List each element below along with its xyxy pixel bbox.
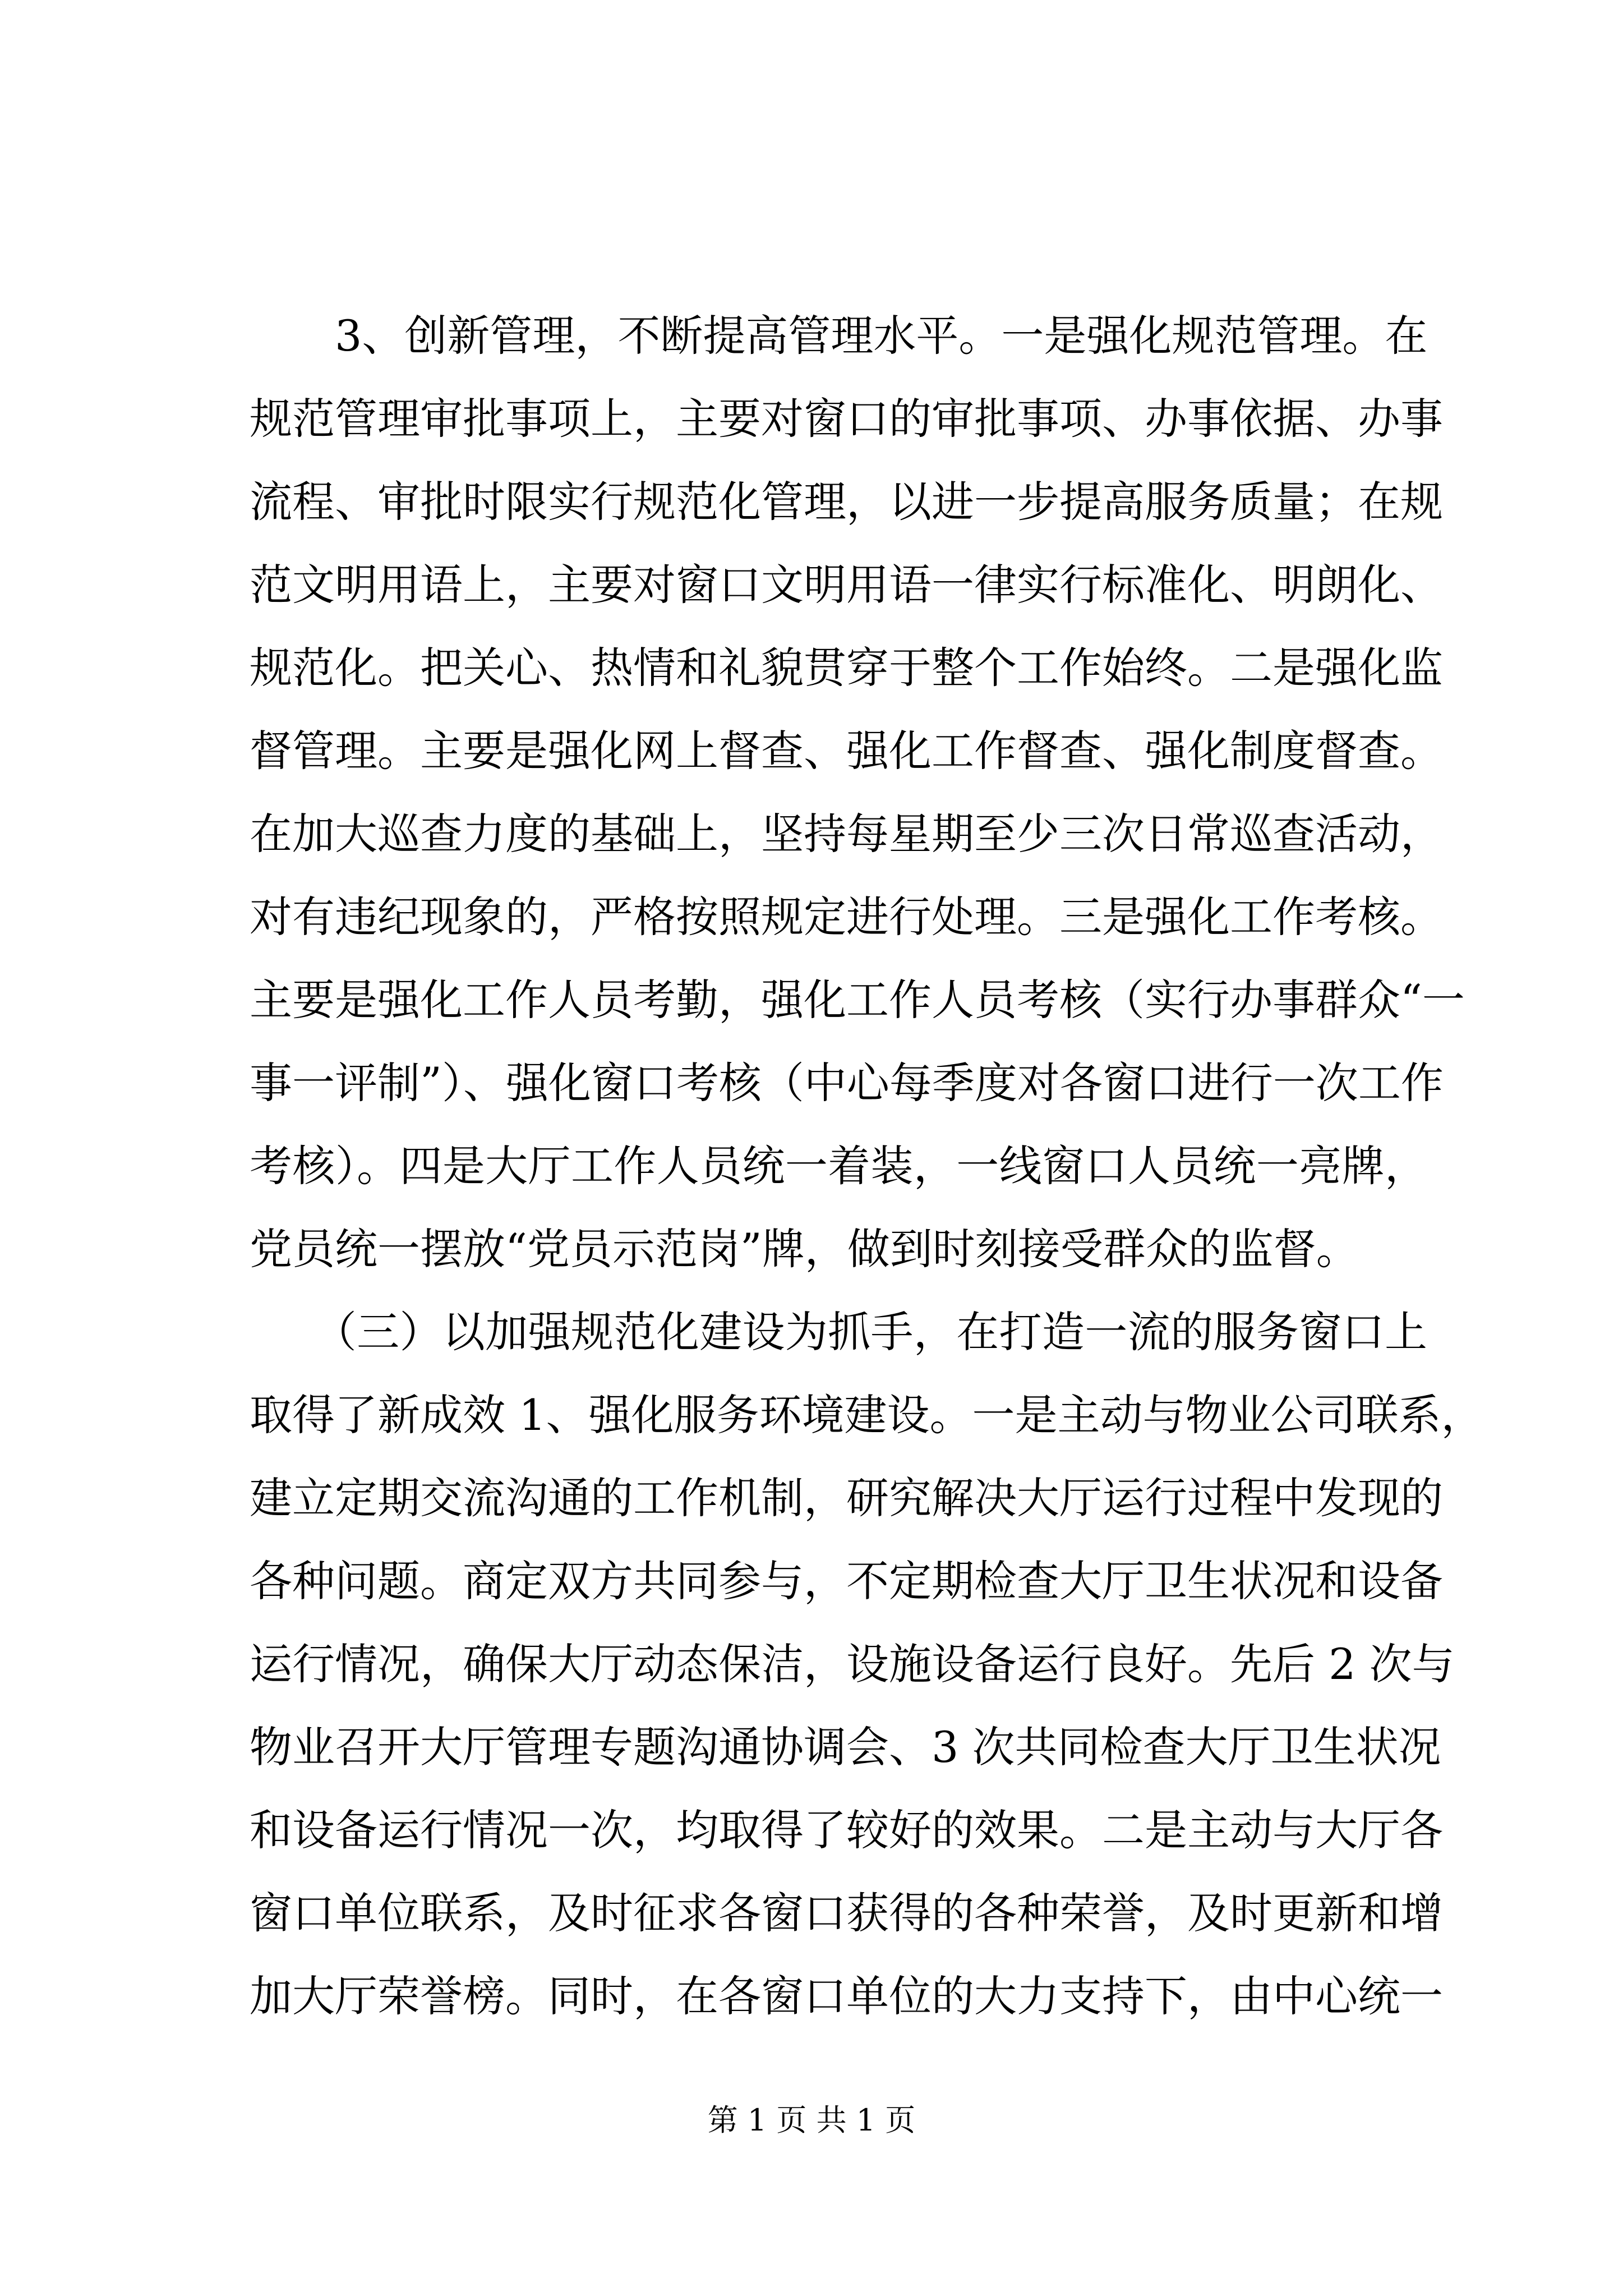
text-line: 运行情况，确保大厅动态保洁，设施设备运行良好。先后 2 次与 (250, 1639, 1455, 1689)
text-line: 党员统一摆放“党员示范岗”牌，做到时刻接受群众的监督。 (250, 1224, 1359, 1274)
text-line: 窗口单位联系，及时征求各窗口获得的各种荣誉，及时更新和增 (250, 1888, 1443, 1938)
text-line: 规范化。把关心、热情和礼貌贯穿于整个工作始终。二是强化监 (250, 643, 1443, 693)
text-line: 加大厅荣誉榜。同时，在各窗口单位的大力支持下，由中心统一 (250, 1971, 1443, 2021)
text-line: 对有违纪现象的，严格按照规定进行处理。三是强化工作考核。 (250, 892, 1443, 942)
text-line: 在加大巡查力度的基础上，坚持每星期至少三次日常巡查活动， (250, 809, 1443, 859)
text-line: （三）以加强规范化建设为抓手，在打造一流的服务窗口上 (250, 1307, 1427, 1357)
text-line: 各种问题。商定双方共同参与，不定期检查大厅卫生状况和设备 (250, 1556, 1443, 1606)
text-line: 取得了新成效 1、强化服务环境建设。一是主动与物业公司联系， (250, 1390, 1484, 1440)
page-number-footer: 第 1 页 共 1 页 (707, 2102, 916, 2138)
text-line: 范文明用语上，主要对窗口文明用语一律实行标准化、明朗化、 (250, 560, 1443, 610)
text-line: 流程、审批时限实行规范化管理，以进一步提高服务质量；在规 (250, 477, 1443, 527)
text-line: 事一评制”）、强化窗口考核（中心每季度对各窗口进行一次工作 (250, 1058, 1444, 1108)
text-line: 督管理。主要是强化网上督查、强化工作督查、强化制度督查。 (250, 726, 1443, 776)
text-line: 规范管理审批事项上，主要对窗口的审批事项、办事依据、办事 (250, 394, 1443, 444)
text-line: 考核）。四是大厅工作人员统一着装，一线窗口人员统一亮牌， (250, 1141, 1427, 1191)
text-line: 和设备运行情况一次，均取得了较好的效果。二是主动与大厅各 (250, 1805, 1443, 1855)
text-line: 主要是强化工作人员考勤，强化工作人员考核（实行办事群众“一 (250, 975, 1465, 1025)
text-line: 物业召开大厅管理专题沟通协调会、3 次共同检查大厅卫生状况 (250, 1722, 1441, 1772)
body-text (250, 295, 1484, 2038)
text-line: 3、创新管理，不断提高管理水平。一是强化规范管理。在 (250, 311, 1428, 361)
text-line: 建立定期交流沟通的工作机制，研究解决大厅运行过程中发现的 (250, 1473, 1443, 1523)
